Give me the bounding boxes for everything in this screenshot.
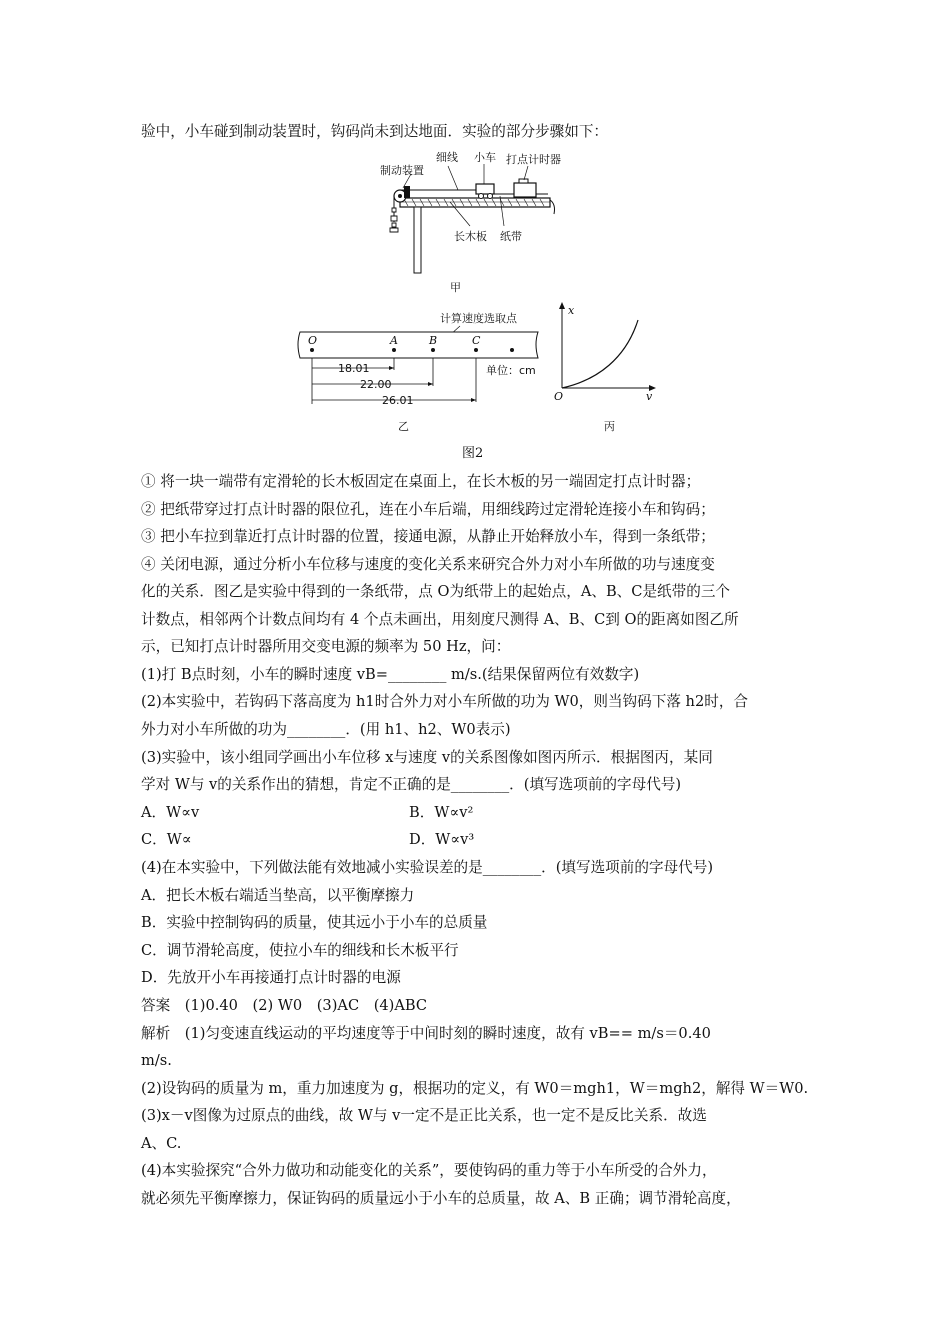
figure-caption: 图2	[462, 446, 484, 461]
question-3-option-C: C．W∝	[141, 831, 192, 848]
question-4-option-A: A．把长木板右端适当垫高，以平衡摩擦力	[141, 887, 415, 904]
question-1: (1)打 B点时刻，小车的瞬时速度 vB=________ m/s.(结果保留两位有效数字)	[141, 666, 640, 683]
step-4-line3: 计数点，相邻两个计数点间均有 4 个点未画出，用刻度尺测得 A、B、C到 O的距离如图乙所	[141, 611, 739, 628]
caption-bing: 丙	[604, 420, 615, 433]
intro-text: 验中，小车碰到制动装置时，钩码尚未到达地面．实验的部分步骤如下：	[141, 123, 609, 140]
cart	[476, 184, 494, 194]
distance-OA: 18.01	[338, 362, 370, 375]
distance-OC: 26.01	[382, 394, 414, 407]
analysis-line3: (2)设钩码的质量为 m，重力加速度为 g，根据功的定义，有 W0＝mgh1，W＝mgh2，解得 W＝W0.	[141, 1080, 809, 1097]
dot-timer	[514, 183, 536, 197]
caption-yi: 乙	[398, 420, 409, 433]
brake-device	[404, 186, 410, 198]
hook-weights	[390, 208, 398, 232]
question-2-line1: (2)本实验中，若钩码下落高度为 h1时合外力对小车所做的功为 W0，则当钩码下落 h2时，合	[141, 693, 749, 710]
figure-yi	[290, 300, 550, 440]
origin-label: O	[554, 390, 564, 403]
question-3-option-A: A．W∝v	[141, 804, 200, 821]
point-A: A	[390, 334, 398, 347]
figure-bing	[548, 298, 668, 438]
analysis-line2: m/s.	[141, 1052, 172, 1069]
unit-label: 单位：cm	[486, 364, 536, 377]
paper-tape	[298, 332, 538, 358]
question-4-option-C: C．调节滑轮高度，使拉小车的细线和长木板平行	[141, 942, 459, 959]
point-O: O	[308, 334, 318, 347]
figure-jia	[378, 150, 578, 295]
step-3: ③ 把小车拉到靠近打点计时器的位置，接通电源，从静止开始释放小车，得到一条纸带；	[141, 528, 715, 545]
question-3-option-B: B．W∝v²	[409, 804, 474, 821]
step-4-line4: 示，已知打点计时器所用交变电源的频率为 50 Hz，问：	[141, 638, 511, 655]
analysis-line7: 就必须先平衡摩擦力，保证钩码的质量远小于小车的总质量，故 A、B 正确；调节滑轮高度，	[141, 1190, 741, 1207]
question-3-line1: (3)实验中，该小组同学画出小车位移 x与速度 v的关系图像如图丙所示．根据图丙，某同	[141, 749, 713, 766]
analysis-line6: (4)本实验探究“合外力做功和动能变化的关系”，要使钩码的重力等于小车所受的合外力，	[141, 1162, 717, 1179]
analysis-line4: (3)x－v图像为过原点的曲线，故 W与 v一定不是正比关系，也一定不是反比关系．故选	[141, 1107, 707, 1124]
step-1: ① 将一块一端带有定滑轮的长木板固定在桌面上，在长木板的另一端固定打点计时器；	[141, 473, 701, 490]
question-4-option-D: D．先放开小车再接通打点计时器的电源	[141, 969, 401, 986]
axis-x-label: x	[568, 304, 575, 317]
analysis-line5: A、C.	[141, 1135, 182, 1152]
distance-OB: 22.00	[360, 378, 392, 391]
caption-jia: 甲	[450, 281, 461, 294]
question-4-option-B: B．实验中控制钩码的质量，使其远小于小车的总质量	[141, 914, 488, 931]
label-board: 长木板	[454, 230, 487, 243]
label-tape: 纸带	[500, 230, 522, 243]
analysis-line1: 解析 (1)匀变速直线运动的平均速度等于中间时刻的瞬时速度，故有 vB== m/s＝0.40	[141, 1025, 711, 1042]
label-brake: 制动装置	[380, 164, 424, 177]
question-2-line2: 外力对小车所做的功为________．(用 h1、h2、W0表示)	[141, 721, 511, 738]
label-timer: 打点计时器	[506, 153, 561, 166]
axis-v-label: v	[646, 390, 653, 403]
question-3-option-D: D．W∝v³	[409, 831, 475, 848]
question-3-line2: 学对 W与 v的关系作出的猜想，肯定不正确的是________．(填写选项前的字母代号)	[141, 776, 682, 793]
label-cart: 小车	[474, 151, 496, 164]
yi-title: 计算速度选取点	[440, 312, 517, 325]
x-v-curve	[562, 320, 638, 388]
question-4-stem: (4)在本实验中，下列做法能有效地减小实验误差的是________．(填写选项前的字母代号)	[141, 859, 714, 876]
step-4-line2: 化的关系．图乙是实验中得到的一条纸带，点 O为纸带上的起始点，A、B、C是纸带的三个	[141, 583, 731, 600]
point-C: C	[472, 334, 481, 347]
label-string: 细线	[436, 151, 458, 164]
step-4-line1: ④ 关闭电源，通过分析小车位移与速度的变化关系来研究合外力对小车所做的功与速度变	[141, 556, 715, 573]
answer-line: 答案 (1)0.40 (2) W0 (3)AC (4)ABC	[141, 997, 428, 1014]
step-2: ② 把纸带穿过打点计时器的限位孔，连在小车后端，用细线跨过定滑轮连接小车和钩码；	[141, 501, 715, 518]
point-B: B	[429, 334, 438, 347]
